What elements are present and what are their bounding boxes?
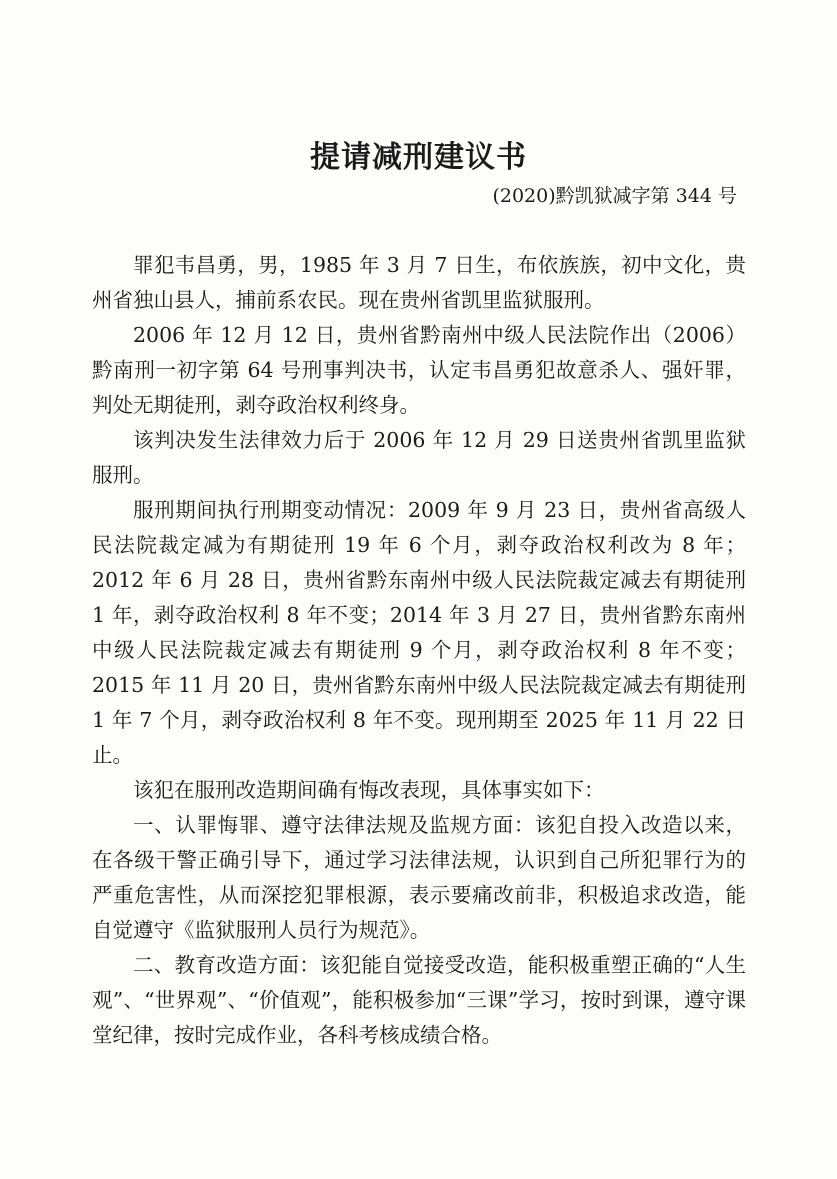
document-number: (2020)黔凯狱减字第 344 号 [492,185,737,207]
paragraph-effective: 该判决发生法律效力后于 2006 年 12 月 29 日送贵州省凯里监狱服刑。 [92,428,746,487]
document-body [92,248,746,1053]
paragraph-section-one: 一、认罪悔罪、遵守法律法规及监规方面：该犯自投入改造以来，在各级干警正确引导下，通过学习法律法规，认识到自己所犯罪行为的严重危害性，从而深挖犯罪根源，表示要痛改前非，积极追求改造，能自觉遵守《监狱服刑人员行为规范》。 [92,813,746,942]
paragraph-sentence-changes: 服刑期间执行刑期变动情况：2009 年 9 月 23 日，贵州省高级人民法院裁定减为有期徒刑 19 年 6 个月，剥夺政治权利改为 8 年；2012 年 6 月 28 日，贵州省黔东南州中级人民法院裁定减去有期徒刑 1 年，剥夺政治权利 8 年不变；2014 年 3 月 27 日，贵州省黔东南州中级人民法院裁定减去有期徒刑 9 个月，剥夺政治权利 8 年不变；2015 年 11 月 20 日，贵州省黔东南州中级人民法院裁定减去有期徒刑 1 年 7 个月，剥夺政治权利 8 年不变。现刑期至 2025 年 11 月 22 日止。 [92,498,746,767]
paragraph-criminal-info: 罪犯韦昌勇，男，1985 年 3 月 7 日生，布依族族，初中文化，贵州省独山县人，捕前系农民。现在贵州省凯里监狱服刑。 [92,253,746,312]
paragraph-repentance-intro: 该犯在服刑改造期间确有悔改表现，具体事实如下： [133,778,605,802]
paragraph-section-two: 二、教育改造方面：该犯能自觉接受改造，能积极重塑正确的“人生观”、“世界观”、“价值观”，能积极参加“三课”学习，按时到课，遵守课堂纪律，按时完成作业，各科考核成绩合格。 [92,953,746,1047]
document-title: 提请减刑建议书 [310,140,527,175]
paragraph-judgment: 2006 年 12 月 12 日，贵州省黔南州中级人民法院作出（2006）黔南刑一初字第 64 号刑事判决书，认定韦昌勇犯故意杀人、强奸罪，判处无期徒刑，剥夺政治权利终身。 [92,323,746,417]
